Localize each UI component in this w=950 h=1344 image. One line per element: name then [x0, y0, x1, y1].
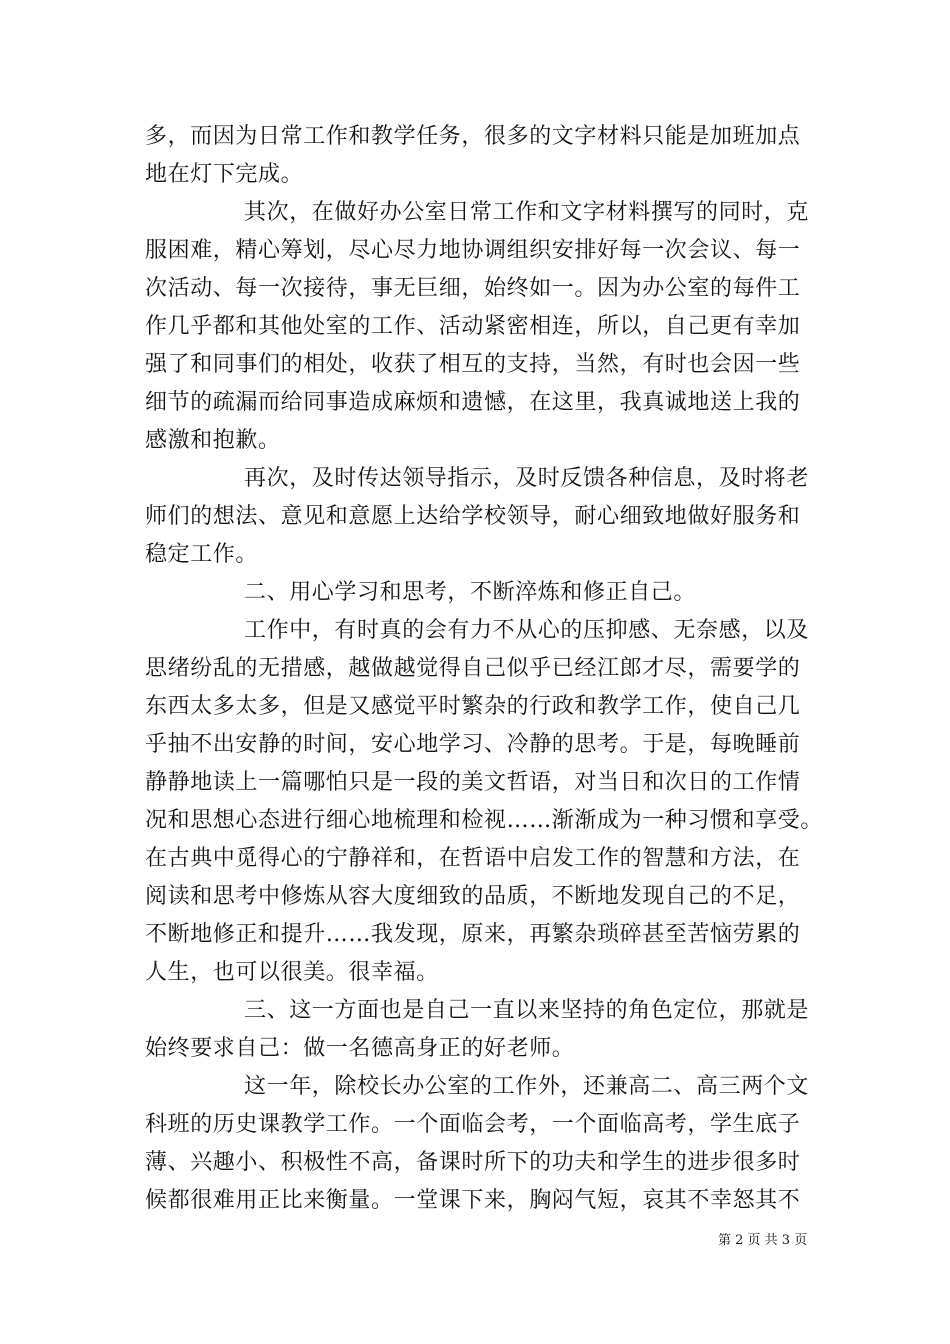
text-line: 不断地修正和提升……我发现，原来，再繁杂琐碎甚至苦恼劳累的: [145, 922, 801, 947]
text-line: 东西太多太多，但是又感觉平时繁杂的行政和教学工作，使自己几: [145, 694, 801, 719]
text-line: 多，而因为日常工作和教学任务，很多的文字材料只能是加班加点: [145, 124, 801, 149]
text-line: 强了和同事们的相处，收获了相互的支持，当然，有时也会因一些: [145, 352, 801, 377]
text-line: 在古典中觅得心的宁静祥和，在哲语中启发工作的智慧和方法，在: [145, 846, 801, 871]
text-line: 地在灯下完成。: [145, 162, 304, 187]
text-line: 工作中，有时真的会有力不从心的压抑感、无奈感，以及: [244, 618, 810, 643]
text-line: 稳定工作。: [145, 542, 259, 567]
text-line: 况和思想心态进行细心地梳理和检视……渐渐成为一种习惯和享受。: [145, 808, 824, 833]
text-line: 次活动、每一次接待，事无巨细，始终如一。因为办公室的每件工: [145, 276, 801, 301]
section-heading: 二、用心学习和思考，不断淬炼和修正自己。: [244, 580, 697, 605]
text-line: 乎抽不出安静的时间，安心地学习、冷静的思考。于是，每晚睡前: [145, 732, 801, 757]
text-line: 阅读和思考中修炼从容大度细致的品质，不断地发现自己的不足，: [145, 884, 801, 909]
text-line: 候都很难用正比来衡量。一堂课下来，胸闷气短，哀其不幸怒其不: [145, 1188, 801, 1213]
text-line: 人生，也可以很美。很幸福。: [145, 960, 439, 985]
text-line: 服困难，精心筹划，尽心尽力地协调组织安排好每一次会议、每一: [145, 238, 801, 263]
text-line: 思绪纷乱的无措感，越做越觉得自己似乎已经江郎才尽，需要学的: [145, 656, 801, 681]
text-line: 其次，在做好办公室日常工作和文字材料撰写的同时，克: [244, 200, 810, 225]
text-line: 科班的历史课教学工作。一个面临会考，一个面临高考，学生底子: [145, 1112, 801, 1137]
text-line: 静静地读上一篇哪怕只是一段的美文哲语，对当日和次日的工作情: [145, 770, 801, 795]
text-line: 这一年，除校长办公室的工作外，还兼高二、高三两个文: [244, 1074, 810, 1099]
page-number-footer: 第 2 页 共 3 页: [718, 1233, 808, 1248]
section-heading: 三、这一方面也是自己一直以来坚持的角色定位，那就是: [244, 998, 810, 1023]
text-line: 始终要求自己：做一名德高身正的好老师。: [145, 1036, 575, 1061]
text-line: 作几乎都和其他处室的工作、活动紧密相连，所以，自己更有幸加: [145, 314, 801, 339]
text-line: 细节的疏漏而给同事造成麻烦和遗憾，在这里，我真诚地送上我的: [145, 390, 801, 415]
text-line: 再次，及时传达领导指示，及时反馈各种信息，及时将老: [244, 466, 810, 491]
text-line: 师们的想法、意见和意愿上达给学校领导，耐心细致地做好服务和: [145, 504, 801, 529]
text-line: 薄、兴趣小、积极性不高，备课时所下的功夫和学生的进步很多时: [145, 1150, 801, 1175]
text-line: 感激和抱歉。: [145, 428, 281, 453]
